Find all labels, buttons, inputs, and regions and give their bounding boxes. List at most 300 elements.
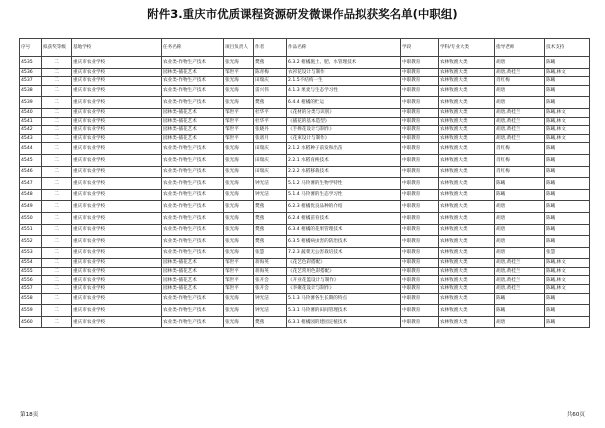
cell-work-title: 《插花的基本造型》	[287, 117, 401, 126]
cell-subject: 农林牧渔大类	[439, 212, 495, 224]
cell-subject: 农林牧渔大类	[439, 68, 495, 77]
cell-stage: 中职教育	[401, 305, 439, 317]
cell-subject: 农林牧渔大类	[439, 224, 495, 236]
cell-work-title: 《花材的分类与识别》	[287, 108, 401, 117]
cell-leader: 邹世平	[224, 285, 254, 294]
cell-school: 重庆市农业学校	[72, 201, 162, 213]
cell-leader: 张光海	[224, 201, 254, 213]
cell-task: 农业类-作物生产技术	[162, 316, 224, 328]
cell-serial: 4555	[20, 267, 42, 276]
cell-school: 重庆市农业学校	[72, 117, 162, 126]
cell-stage: 中职教育	[401, 97, 439, 109]
cell-work-title: 6.3.4 柑橘的花果管理技术	[287, 224, 401, 236]
cell-tech-support: 陈曦	[545, 77, 590, 86]
cell-tech-support: 陈曦	[545, 316, 590, 328]
cell-school: 重庆市农业学校	[72, 212, 162, 224]
cell-leader: 邹世平	[224, 134, 254, 143]
cell-author: 田瑞庆	[254, 77, 287, 86]
column-header: 学段	[401, 39, 439, 57]
column-header: 项目负责人	[224, 39, 254, 57]
cell-school: 重庆市农业学校	[72, 305, 162, 317]
cell-leader: 邹世平	[224, 276, 254, 285]
cell-author: 张慧	[254, 247, 287, 259]
cell-advisor: 胡唐	[495, 212, 545, 224]
cell-leader: 张光海	[224, 316, 254, 328]
cell-award-level: 二	[42, 143, 72, 155]
cell-author: 田瑞庆	[254, 143, 287, 155]
cell-award-level: 二	[42, 247, 72, 259]
cell-serial: 4560	[20, 316, 42, 328]
cell-award-level: 二	[42, 267, 72, 276]
cell-subject: 农林牧渔大类	[439, 166, 495, 178]
cell-advisor: 胡唐	[495, 224, 545, 236]
cell-advisor: 肖红梅	[495, 143, 545, 155]
cell-tech-support: 陈曦	[545, 189, 590, 201]
cell-advisor: 胡唐	[495, 236, 545, 248]
page-count: 共60页	[566, 412, 585, 418]
column-header: 学科/专业大类	[439, 39, 495, 57]
cell-task: 园林类-插花艺术	[162, 126, 224, 135]
cell-school: 重庆市农业学校	[72, 166, 162, 178]
cell-serial: 4546	[20, 166, 42, 178]
column-header: 作者	[254, 39, 287, 57]
cell-award-level: 二	[42, 57, 72, 69]
cell-subject: 农林牧渔大类	[439, 189, 495, 201]
cell-stage: 中职教育	[401, 285, 439, 294]
cell-stage: 中职教育	[401, 236, 439, 248]
cell-leader: 张光海	[224, 57, 254, 69]
cell-school: 重庆市农业学校	[72, 293, 162, 305]
table-row	[20, 189, 590, 201]
cell-task: 农业类-作物生产技术	[162, 85, 224, 97]
cell-author: 蒋海英	[254, 267, 287, 276]
table-row	[20, 57, 590, 69]
table-row	[20, 126, 590, 135]
cell-serial: 4542	[20, 126, 42, 135]
cell-subject: 农林牧渔大类	[439, 57, 495, 69]
cell-school: 重庆市农业学校	[72, 97, 162, 109]
cell-tech-support: 陈曦	[545, 166, 590, 178]
table-row	[20, 154, 590, 166]
cell-task: 园林类-插花艺术	[162, 134, 224, 143]
cell-stage: 中职教育	[401, 189, 439, 201]
cell-subject: 农林牧渔大类	[439, 126, 495, 135]
cell-school: 重庆市农业学校	[72, 247, 162, 259]
cell-advisor: 胡唐,黄桂兰	[495, 68, 545, 77]
cell-work-title: 《手捧花设计与制作》	[287, 126, 401, 135]
column-header: 指导老师	[495, 39, 545, 57]
cell-task: 农业类-作物生产技术	[162, 201, 224, 213]
cell-leader: 张光海	[224, 97, 254, 109]
table-row	[20, 247, 590, 259]
cell-author: 田瑞庆	[254, 166, 287, 178]
cell-author: 钟光洁	[254, 189, 287, 201]
cell-subject: 农林牧渔大类	[439, 285, 495, 294]
cell-tech-support: 陈曦,林文	[545, 126, 590, 135]
cell-tech-support: 陈曦	[545, 305, 590, 317]
cell-work-title: 6.3.5 柑橘病虫害的防治技术	[287, 236, 401, 248]
cell-tech-support: 陈曦	[545, 154, 590, 166]
cell-award-level: 二	[42, 134, 72, 143]
cell-award-level: 二	[42, 293, 72, 305]
cell-serial: 4549	[20, 201, 42, 213]
cell-author: 樊燕	[254, 316, 287, 328]
cell-tech-support: 陈曦,林文	[545, 276, 590, 285]
cell-subject: 农林牧渔大类	[439, 178, 495, 190]
cell-work-title: 7.2.3 蔬菜无公害栽培技术	[287, 247, 401, 259]
cell-leader: 张光海	[224, 143, 254, 155]
cell-leader: 邹世平	[224, 259, 254, 268]
cell-author: 张开会	[254, 285, 287, 294]
cell-serial: 4551	[20, 224, 42, 236]
cell-award-level: 二	[42, 117, 72, 126]
cell-award-level: 二	[42, 68, 72, 77]
cell-task: 农业类-作物生产技术	[162, 293, 224, 305]
cell-award-level: 二	[42, 108, 72, 117]
cell-subject: 农林牧渔大类	[439, 316, 495, 328]
cell-stage: 中职教育	[401, 293, 439, 305]
cell-school: 重庆市农业学校	[72, 134, 162, 143]
table-row	[20, 212, 590, 224]
cell-work-title: 5.3.1 马铃薯的田间管理技术	[287, 305, 401, 317]
cell-tech-support: 陈曦	[545, 97, 590, 109]
cell-leader: 邹世平	[224, 117, 254, 126]
cell-award-level: 二	[42, 97, 72, 109]
cell-leader: 张光海	[224, 178, 254, 190]
cell-stage: 中职教育	[401, 117, 439, 126]
column-header: 作品名称	[287, 39, 401, 57]
cell-tech-support: 陈曦,林文	[545, 134, 590, 143]
cell-tech-support: 张慧	[545, 247, 590, 259]
cell-stage: 中职教育	[401, 178, 439, 190]
cell-award-level: 二	[42, 259, 72, 268]
cell-work-title: 5.1.3 马铃薯各生长期的特点	[287, 293, 401, 305]
cell-work-title: 6.2.3 柑橘优良品种的介绍	[287, 201, 401, 213]
table-row	[20, 267, 590, 276]
cell-stage: 中职教育	[401, 134, 439, 143]
cell-award-level: 二	[42, 189, 72, 201]
cell-task: 园林类-插花艺术	[162, 259, 224, 268]
cell-advisor: 胡唐	[495, 97, 545, 109]
cell-stage: 中职教育	[401, 247, 439, 259]
cell-school: 重庆市农业学校	[72, 77, 162, 86]
cell-work-title: 6.2.4 柑橘苗育技术	[287, 212, 401, 224]
cell-school: 重庆市农业学校	[72, 178, 162, 190]
cell-serial: 4543	[20, 134, 42, 143]
cell-serial: 4558	[20, 293, 42, 305]
cell-award-level: 二	[42, 316, 72, 328]
cell-stage: 中职教育	[401, 77, 439, 86]
cell-advisor: 陈曦	[495, 293, 545, 305]
cell-subject: 农林牧渔大类	[439, 117, 495, 126]
cell-work-title: 4.1.3 果麦与生态学习性	[287, 85, 401, 97]
cell-school: 重庆市农业学校	[72, 236, 162, 248]
table-row	[20, 68, 590, 77]
cell-award-level: 二	[42, 154, 72, 166]
table-row	[20, 236, 590, 248]
cell-task: 园林类-插花艺术	[162, 108, 224, 117]
cell-advisor: 胡唐,黄桂兰	[495, 285, 545, 294]
cell-subject: 农林牧渔大类	[439, 108, 495, 117]
cell-serial: 4539	[20, 97, 42, 109]
cell-author: 张开会	[254, 276, 287, 285]
cell-school: 重庆市农业学校	[72, 189, 162, 201]
cell-stage: 中职教育	[401, 276, 439, 285]
cell-serial: 4545	[20, 154, 42, 166]
table-body	[20, 57, 590, 328]
cell-task: 农业类-作物生产技术	[162, 143, 224, 155]
cell-advisor: 胡唐,黄桂兰	[495, 259, 545, 268]
cell-tech-support: 陈曦	[545, 293, 590, 305]
cell-task: 园林类-插花艺术	[162, 276, 224, 285]
cell-advisor: 胡唐,黄桂兰	[495, 117, 545, 126]
cell-task: 农业类-作物生产技术	[162, 57, 224, 69]
cell-subject: 农林牧渔大类	[439, 259, 495, 268]
cell-subject: 农林牧渔大类	[439, 305, 495, 317]
cell-task: 园林类-插花艺术	[162, 267, 224, 276]
table-row	[20, 85, 590, 97]
cell-advisor: 胡唐,黄桂兰	[495, 126, 545, 135]
cell-author: 田瑞庆	[254, 154, 287, 166]
cell-task: 农业类-作物生产技术	[162, 189, 224, 201]
cell-advisor: 肖红梅	[495, 77, 545, 86]
cell-award-level: 二	[42, 126, 72, 135]
cell-serial: 4544	[20, 143, 42, 155]
table-row	[20, 143, 590, 155]
cell-award-level: 二	[42, 178, 72, 190]
table-row	[20, 97, 590, 109]
cell-task: 园林类-插花艺术	[162, 285, 224, 294]
cell-advisor: 胡唐	[495, 316, 545, 328]
cell-author: 陈青梅	[254, 68, 287, 77]
cell-award-level: 二	[42, 305, 72, 317]
column-header: 基地学校	[72, 39, 162, 57]
cell-leader: 张光海	[224, 212, 254, 224]
cell-advisor: 胡唐,黄桂兰	[495, 276, 545, 285]
cell-tech-support: 陈曦,林文	[545, 267, 590, 276]
cell-tech-support: 陈曦	[545, 212, 590, 224]
cell-school: 重庆市农业学校	[72, 154, 162, 166]
cell-work-title: 《花艺常用色彩搭配》	[287, 267, 401, 276]
cell-subject: 农林牧渔大类	[439, 85, 495, 97]
cell-tech-support: 陈曦	[545, 85, 590, 97]
cell-stage: 中职教育	[401, 85, 439, 97]
cell-serial: 4541	[20, 117, 42, 126]
cell-stage: 中职教育	[401, 267, 439, 276]
table-row	[20, 134, 590, 143]
cell-tech-support: 陈曦	[545, 143, 590, 155]
cell-author: 张晓丹	[254, 126, 287, 135]
cell-school: 重庆市农业学校	[72, 276, 162, 285]
cell-school: 重庆市农业学校	[72, 143, 162, 155]
cell-leader: 张光海	[224, 236, 254, 248]
cell-task: 农业类-作物生产技术	[162, 166, 224, 178]
cell-school: 重庆市农业学校	[72, 285, 162, 294]
cell-stage: 中职教育	[401, 57, 439, 69]
cell-subject: 农林牧渔大类	[439, 77, 495, 86]
cell-author: 蒋海英	[254, 259, 287, 268]
table-row	[20, 108, 590, 117]
cell-task: 农业类-作物生产技术	[162, 212, 224, 224]
cell-school: 重庆市农业学校	[72, 57, 162, 69]
cell-serial: 4538	[20, 85, 42, 97]
cell-work-title: 《花艺色彩搭配》	[287, 259, 401, 268]
cell-work-title: 6.3.1 柑橘园的建园定植技术	[287, 316, 401, 328]
cell-tech-support: 陈曦,林文	[545, 117, 590, 126]
table-row	[20, 201, 590, 213]
cell-school: 重庆市农业学校	[72, 68, 162, 77]
cell-leader: 张光海	[224, 189, 254, 201]
cell-author: 杜华平	[254, 117, 287, 126]
cell-award-level: 二	[42, 85, 72, 97]
cell-school: 重庆市农业学校	[72, 126, 162, 135]
cell-tech-support: 陈曦	[545, 236, 590, 248]
cell-school: 重庆市农业学校	[72, 224, 162, 236]
cell-author: 樊燕	[254, 201, 287, 213]
table-row	[20, 276, 590, 285]
cell-serial: 4556	[20, 276, 42, 285]
table-row	[20, 77, 590, 86]
cell-advisor: 陈曦	[495, 178, 545, 190]
cell-author: 钟光洁	[254, 305, 287, 317]
cell-author: 张谱月	[254, 134, 287, 143]
cell-task: 农业类-作物生产技术	[162, 247, 224, 259]
cell-subject: 农林牧渔大类	[439, 236, 495, 248]
cell-task: 农业类-作物生产技术	[162, 305, 224, 317]
cell-task: 农业类-作物生产技术	[162, 154, 224, 166]
cell-advisor: 胡唐,黄桂兰	[495, 267, 545, 276]
cell-serial: 4559	[20, 305, 42, 317]
cell-school: 重庆市农业学校	[72, 259, 162, 268]
cell-subject: 农林牧渔大类	[439, 247, 495, 259]
cell-subject: 农林牧渔大类	[439, 276, 495, 285]
cell-award-level: 二	[42, 77, 72, 86]
cell-leader: 张光海	[224, 77, 254, 86]
cell-serial: 4557	[20, 285, 42, 294]
cell-subject: 农林牧渔大类	[439, 97, 495, 109]
cell-advisor: 胡唐,黄桂兰	[495, 108, 545, 117]
cell-leader: 邹世平	[224, 267, 254, 276]
cell-serial: 4554	[20, 259, 42, 268]
cell-work-title: 2.2.2 水稻移栽技术	[287, 166, 401, 178]
cell-advisor: 胡唐	[495, 247, 545, 259]
cell-stage: 中职教育	[401, 166, 439, 178]
cell-work-title: 5.1.4 马铃薯的生态学习性	[287, 189, 401, 201]
cell-serial: 4552	[20, 236, 42, 248]
award-list-table	[19, 38, 590, 328]
cell-task: 园林类-插花艺术	[162, 117, 224, 126]
cell-task: 农业类-作物生产技术	[162, 97, 224, 109]
cell-award-level: 二	[42, 224, 72, 236]
table-row	[20, 259, 590, 268]
cell-author: 樊燕	[254, 97, 287, 109]
cell-advisor: 肖红梅	[495, 154, 545, 166]
cell-advisor: 胡唐	[495, 85, 545, 97]
cell-serial: 4537	[20, 77, 42, 86]
cell-advisor: 肖红梅	[495, 166, 545, 178]
cell-work-title: 《开业花篮设计与制作》	[287, 276, 401, 285]
cell-work-title: 6.4.4 柑橘的贮运	[287, 97, 401, 109]
cell-serial: 4540	[20, 108, 42, 117]
cell-work-title: 2.2.1 水稻育秧技术	[287, 154, 401, 166]
cell-task: 农业类-作物生产技术	[162, 236, 224, 248]
cell-author: 樊燕	[254, 224, 287, 236]
cell-subject: 农林牧渔大类	[439, 267, 495, 276]
cell-award-level: 二	[42, 276, 72, 285]
cell-task: 农业类-作物生产技术	[162, 224, 224, 236]
cell-tech-support: 陈曦	[545, 57, 590, 69]
cell-stage: 中职教育	[401, 154, 439, 166]
table-row	[20, 316, 590, 328]
cell-tech-support: 陈曦,林文	[545, 259, 590, 268]
cell-award-level: 二	[42, 201, 72, 213]
cell-stage: 中职教育	[401, 224, 439, 236]
cell-stage: 中职教育	[401, 201, 439, 213]
cell-award-level: 二	[42, 236, 72, 248]
page-number: 第18页	[20, 412, 39, 418]
cell-leader: 邹世平	[224, 68, 254, 77]
cell-stage: 中职教育	[401, 316, 439, 328]
cell-author: 樊燕	[254, 212, 287, 224]
cell-leader: 邹世平	[224, 108, 254, 117]
cell-author: 雷兴伟	[254, 85, 287, 97]
cell-advisor: 陈曦	[495, 189, 545, 201]
cell-serial: 4535	[20, 57, 42, 69]
cell-school: 重庆市农业学校	[72, 267, 162, 276]
cell-leader: 张光海	[224, 293, 254, 305]
table-row	[20, 293, 590, 305]
cell-subject: 农林牧渔大类	[439, 154, 495, 166]
cell-tech-support: 陈曦	[545, 178, 590, 190]
cell-tech-support: 陈曦,林文	[545, 108, 590, 117]
cell-serial: 4547	[20, 178, 42, 190]
cell-stage: 中职教育	[401, 126, 439, 135]
column-header: 任务名称	[162, 39, 224, 57]
cell-stage: 中职教育	[401, 212, 439, 224]
table-row	[20, 178, 590, 190]
cell-work-title: 衣衫花设计与制作	[287, 68, 401, 77]
cell-author: 樊燕	[254, 236, 287, 248]
table-row	[20, 285, 590, 294]
cell-author: 钟光洁	[254, 293, 287, 305]
cell-task: 农业类-作物生产技术	[162, 178, 224, 190]
cell-work-title: 2.1.2 水稻种子前发和出苗	[287, 143, 401, 155]
column-header: 拟获奖等级	[42, 39, 72, 57]
cell-subject: 农林牧渔大类	[439, 201, 495, 213]
cell-tech-support: 陈曦	[545, 201, 590, 213]
cell-serial: 4550	[20, 212, 42, 224]
cell-school: 重庆市农业学校	[72, 108, 162, 117]
cell-author: 钟光洁	[254, 178, 287, 190]
table-row	[20, 305, 590, 317]
cell-work-title: 《花束设计与制作》	[287, 134, 401, 143]
cell-subject: 农林牧渔大类	[439, 143, 495, 155]
table-row	[20, 224, 590, 236]
cell-stage: 中职教育	[401, 68, 439, 77]
cell-leader: 张光海	[224, 305, 254, 317]
cell-stage: 中职教育	[401, 143, 439, 155]
cell-advisor: 胡唐	[495, 201, 545, 213]
cell-author: 杜华平	[254, 108, 287, 117]
cell-award-level: 二	[42, 166, 72, 178]
table-row	[20, 166, 590, 178]
cell-advisor: 胡唐,黄桂兰	[495, 134, 545, 143]
cell-work-title: 2.1.5不结构一生	[287, 77, 401, 86]
cell-serial: 4553	[20, 247, 42, 259]
cell-task: 农业类-作物生产技术	[162, 77, 224, 86]
cell-serial: 4536	[20, 68, 42, 77]
cell-leader: 张光海	[224, 247, 254, 259]
